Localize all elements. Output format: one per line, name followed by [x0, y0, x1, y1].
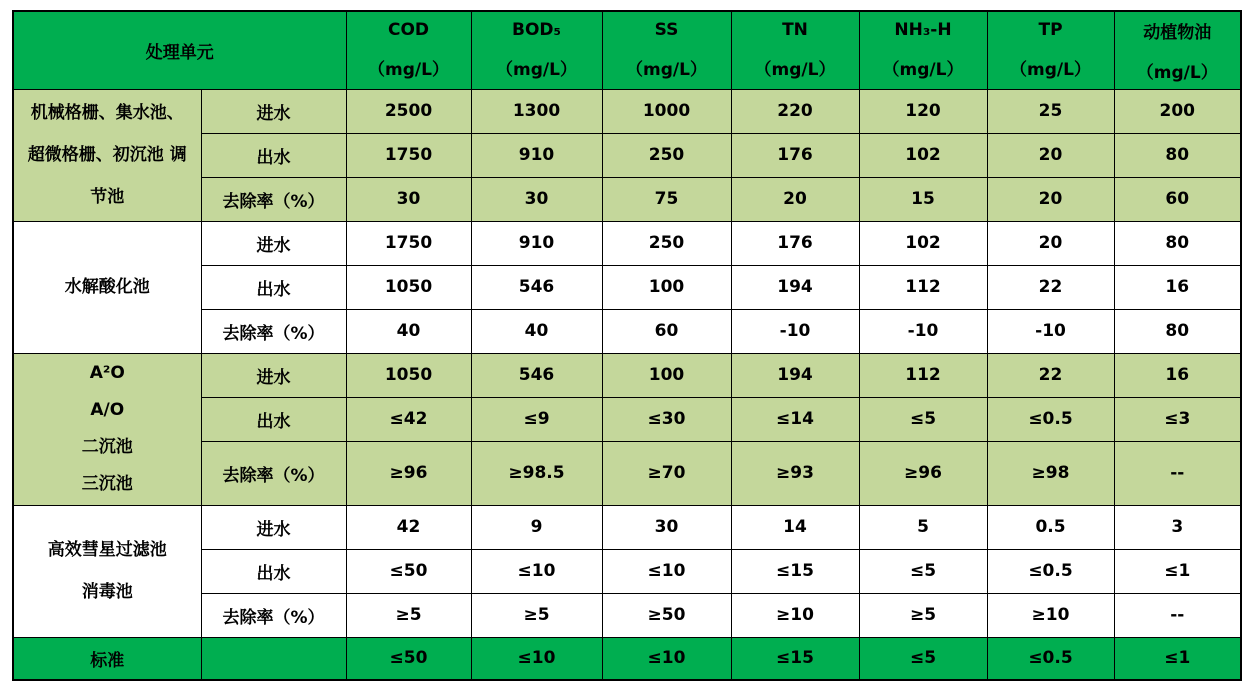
table-cell: 0.5 — [987, 505, 1114, 549]
header-oil — [1114, 11, 1241, 89]
treatment-table — [12, 10, 1242, 681]
header-ss-name: SS — [654, 20, 679, 41]
unit-cell-pretreatment — [13, 89, 201, 221]
table-cell: 910 — [471, 133, 602, 177]
table-cell: ≥5 — [346, 593, 471, 637]
header-bod — [471, 11, 602, 89]
table-cell: 20 — [987, 133, 1114, 177]
header-tn-unit: （mg/L） — [754, 60, 836, 81]
row-label: 去除率（%） — [201, 441, 346, 505]
table-cell: ≤1 — [1114, 549, 1241, 593]
table-cell: 80 — [1114, 309, 1241, 353]
table-cell: ≥10 — [987, 593, 1114, 637]
table-cell: 2500 — [346, 89, 471, 133]
table-cell: 100 — [602, 265, 731, 309]
header-tp-unit: （mg/L） — [1010, 60, 1091, 81]
table-cell: 3 — [1114, 505, 1241, 549]
table-cell: ≤14 — [731, 397, 859, 441]
header-tp — [987, 11, 1114, 89]
table-cell: ≤30 — [602, 397, 731, 441]
table-cell: 9 — [471, 505, 602, 549]
table-cell: 176 — [731, 221, 859, 265]
row-label: 去除率（%） — [201, 309, 346, 353]
unit-cell-filter-disinfection — [13, 505, 201, 637]
table-cell: ≥98 — [987, 441, 1114, 505]
unit-line: 消毒池 — [81, 582, 133, 602]
table-cell: ≤9 — [471, 397, 602, 441]
standard-empty-cell — [201, 637, 346, 680]
table-cell: 112 — [859, 353, 987, 397]
table-cell: 1750 — [346, 133, 471, 177]
header-bod-name: BOD₅ — [512, 20, 561, 41]
row-label: 出水 — [201, 549, 346, 593]
table-cell: 1050 — [346, 265, 471, 309]
table-cell: ≥5 — [859, 593, 987, 637]
table-cell: 30 — [346, 177, 471, 221]
table-cell: ≤0.5 — [987, 397, 1114, 441]
table-cell: ≥70 — [602, 441, 731, 505]
table-cell: 194 — [731, 265, 859, 309]
header-nh3h-name: NH₃-H — [894, 20, 952, 41]
header-tp-name: TP — [1038, 20, 1063, 41]
header-row — [13, 11, 1241, 89]
header-cod — [346, 11, 471, 89]
table-cell: ≤5 — [859, 397, 987, 441]
table-cell: ≤10 — [471, 549, 602, 593]
table-cell: ≥10 — [731, 593, 859, 637]
row-label: 出水 — [201, 397, 346, 441]
table-cell: 40 — [471, 309, 602, 353]
table-cell: ≥5 — [471, 593, 602, 637]
table-cell: 75 — [602, 177, 731, 221]
table-cell: ≤3 — [1114, 397, 1241, 441]
unit-line: 水解酸化池 — [64, 277, 150, 297]
table-row — [13, 505, 1241, 549]
header-nh3h — [859, 11, 987, 89]
row-label: 出水 — [201, 133, 346, 177]
table-cell: 22 — [987, 353, 1114, 397]
table-cell: 20 — [987, 177, 1114, 221]
table-cell: 22 — [987, 265, 1114, 309]
table-cell: -10 — [859, 309, 987, 353]
table-cell: 102 — [859, 133, 987, 177]
table-cell: ≤5 — [859, 549, 987, 593]
header-tn-name: TN — [782, 20, 808, 41]
table-cell: ≤15 — [731, 637, 859, 680]
table-cell: 60 — [1114, 177, 1241, 221]
table-cell: 16 — [1114, 265, 1241, 309]
standard-row — [13, 637, 1241, 680]
table-cell: ≤50 — [346, 549, 471, 593]
table-cell: ≤10 — [602, 637, 731, 680]
table-cell: 250 — [602, 221, 731, 265]
table-cell: ≥96 — [859, 441, 987, 505]
table-cell: ≥98.5 — [471, 441, 602, 505]
table-cell: 25 — [987, 89, 1114, 133]
unit-line: 二沉池 — [81, 437, 133, 457]
unit-cell-hydrolysis — [13, 221, 201, 353]
table-cell: 20 — [987, 221, 1114, 265]
table-cell: ≤50 — [346, 637, 471, 680]
header-oil-unit: （mg/L） — [1136, 62, 1218, 83]
table-cell: 16 — [1114, 353, 1241, 397]
table-row — [13, 221, 1241, 265]
unit-line: 超微格栅、初沉池 调 — [27, 145, 187, 165]
table-cell: 14 — [731, 505, 859, 549]
table-cell: ≤5 — [859, 637, 987, 680]
table-cell: 546 — [471, 353, 602, 397]
unit-line: 节池 — [90, 187, 125, 207]
header-nh3h-unit: （mg/L） — [882, 60, 964, 81]
table-cell: ≤10 — [602, 549, 731, 593]
table-cell: 200 — [1114, 89, 1241, 133]
row-label: 进水 — [201, 221, 346, 265]
table-cell: 250 — [602, 133, 731, 177]
table-cell: -- — [1114, 441, 1241, 505]
table-cell: 102 — [859, 221, 987, 265]
row-label: 去除率（%） — [201, 593, 346, 637]
table-cell: -10 — [731, 309, 859, 353]
table-cell: 1000 — [602, 89, 731, 133]
standard-label: 标准 — [13, 637, 201, 680]
unit-line: A/O — [90, 400, 125, 420]
table-cell: ≤10 — [471, 637, 602, 680]
header-tn — [731, 11, 859, 89]
row-label: 去除率（%） — [201, 177, 346, 221]
header-oil-name: 动植物油 — [1143, 22, 1212, 43]
unit-cell-a2o — [13, 353, 201, 505]
header-cod-name: COD — [387, 20, 430, 41]
table-cell: ≤0.5 — [987, 637, 1114, 680]
table-cell: 42 — [346, 505, 471, 549]
unit-line: A²O — [89, 363, 125, 383]
table-cell: ≥93 — [731, 441, 859, 505]
table-cell: ≤15 — [731, 549, 859, 593]
table-cell: ≥96 — [346, 441, 471, 505]
table-cell: 60 — [602, 309, 731, 353]
table-cell: 176 — [731, 133, 859, 177]
table-cell: 30 — [471, 177, 602, 221]
table-cell: 910 — [471, 221, 602, 265]
table-cell: 546 — [471, 265, 602, 309]
header-ss — [602, 11, 731, 89]
table-cell: 100 — [602, 353, 731, 397]
row-label: 进水 — [201, 353, 346, 397]
table-cell: 5 — [859, 505, 987, 549]
table-cell: 80 — [1114, 133, 1241, 177]
table-cell: 1050 — [346, 353, 471, 397]
row-label: 进水 — [201, 89, 346, 133]
table-cell: -- — [1114, 593, 1241, 637]
table-cell: 194 — [731, 353, 859, 397]
table-cell: 112 — [859, 265, 987, 309]
header-ss-unit: （mg/L） — [626, 60, 707, 81]
table-cell: 30 — [602, 505, 731, 549]
unit-line: 高效彗星过滤池 — [47, 540, 167, 560]
table-cell: 40 — [346, 309, 471, 353]
table-cell: 120 — [859, 89, 987, 133]
table-row — [13, 89, 1241, 133]
header-bod-unit: （mg/L） — [496, 60, 577, 81]
row-label: 进水 — [201, 505, 346, 549]
header-unit-cell: 处理单元 — [13, 11, 346, 89]
header-cod-unit: （mg/L） — [368, 60, 449, 81]
table-cell: 15 — [859, 177, 987, 221]
table-cell: ≥50 — [602, 593, 731, 637]
table-cell: 80 — [1114, 221, 1241, 265]
table-cell: -10 — [987, 309, 1114, 353]
table-cell: 1750 — [346, 221, 471, 265]
table-cell: ≤0.5 — [987, 549, 1114, 593]
row-label: 出水 — [201, 265, 346, 309]
unit-line: 三沉池 — [81, 474, 133, 494]
table-cell: 20 — [731, 177, 859, 221]
table-cell: ≤42 — [346, 397, 471, 441]
table-cell: 1300 — [471, 89, 602, 133]
table-cell: 220 — [731, 89, 859, 133]
table-row — [13, 353, 1241, 397]
unit-line: 机械格栅、集水池、 — [30, 103, 184, 123]
table-cell: ≤1 — [1114, 637, 1241, 680]
